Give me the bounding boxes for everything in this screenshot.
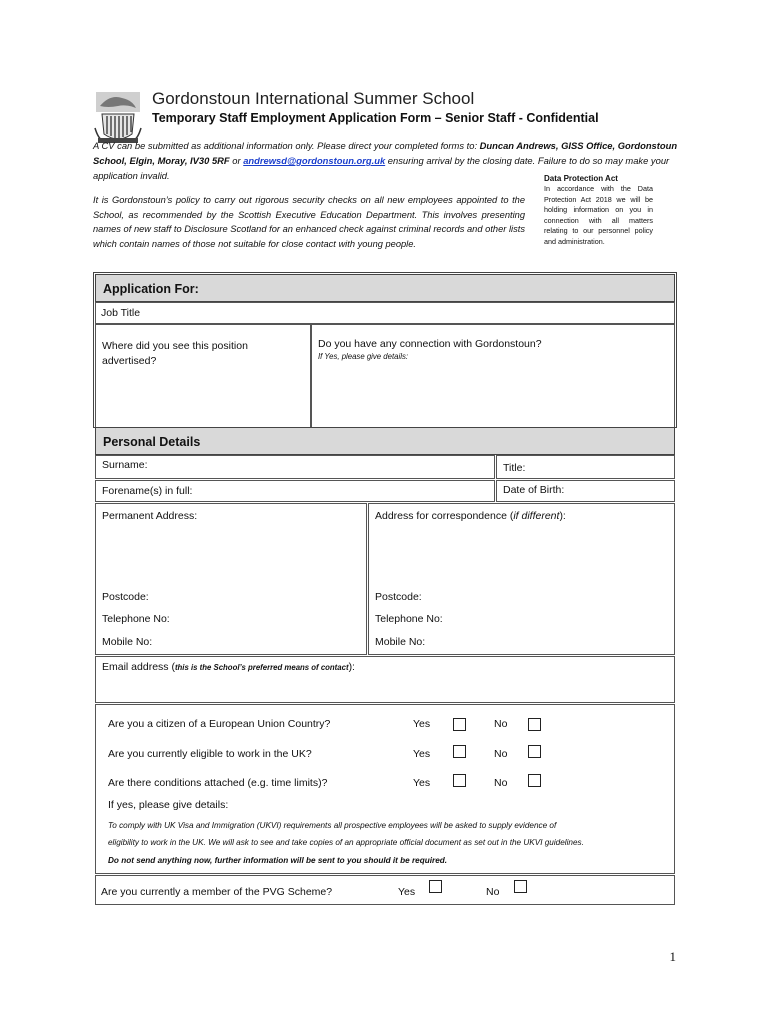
contact-address: Duncan Andrews, GISS Office, Gordonstoun School, Elgin, Moray, IV30 5RF (93, 140, 678, 166)
job-title-field[interactable] (95, 302, 675, 324)
conditions-no-label: No (494, 777, 508, 789)
email-label-b: this is the School’s preferred means of contact (174, 663, 349, 672)
where-seen-label: Where did you see this position advertised? (102, 340, 248, 367)
title-field[interactable] (496, 455, 675, 479)
job-title-label: Job Title (101, 307, 141, 319)
corr-label-a: Address for correspondence ( (375, 510, 514, 522)
correspondence-address-label (375, 510, 566, 522)
work-no-label: No (494, 748, 508, 760)
work-yes-label: Yes (413, 748, 431, 760)
dob-label: Date of Birth: (503, 484, 565, 496)
pvg-no-checkbox[interactable] (514, 880, 527, 893)
pvg-yes-checkbox[interactable] (429, 880, 442, 893)
forenames-label: Forename(s) in full: (102, 485, 193, 497)
personal-details-heading: Personal Details (95, 427, 675, 455)
work-yes-checkbox[interactable] (453, 745, 466, 758)
correspondence-telephone-label: Telephone No: (375, 613, 443, 625)
intro-text-1: A CV can be submitted as additional information only. Please direct your completed forms to: (93, 140, 480, 151)
eu-no-checkbox[interactable] (528, 718, 541, 731)
permanent-address-label: Permanent Address: (102, 510, 198, 522)
permanent-postcode-label: Postcode: (102, 591, 149, 603)
conditions-no-checkbox[interactable] (528, 774, 541, 787)
eu-yes-checkbox[interactable] (453, 718, 466, 731)
email-field[interactable] (95, 656, 675, 703)
forenames-field[interactable] (95, 480, 495, 502)
dob-field[interactable] (496, 480, 675, 502)
pvg-no-label: No (486, 886, 500, 898)
email-label-a: Email address ( (102, 661, 175, 673)
details-label: If yes, please give details: (108, 799, 229, 811)
pvg-yes-label: Yes (398, 886, 416, 898)
conditions-yes-label: Yes (413, 777, 431, 789)
corr-label-b: if different (513, 510, 560, 522)
intro-or: or (229, 155, 244, 166)
surname-label: Surname: (102, 459, 148, 471)
contact-email-link[interactable]: andrewsd@gordonstoun.org.uk (243, 155, 386, 166)
conditions-question: Are there conditions attached (e.g. time limits)? (108, 777, 328, 789)
security-policy-text: It is Gordonstoun’s policy to carry out rigorous security checks on all new employees appointed to the School, as recommended by the Scottish Executive Education Department. This involves presenting names of new staff to Disclosure Scotland for an enhanced check against criminal records and other lists which contain names of those not suitable for close contact with young people. (93, 195, 525, 249)
ukvi-note-line-1: To comply with UK Visa and Immigration (UKVI) requirements all prospective employees will be asked to supply evidence of (108, 821, 557, 830)
conditions-yes-checkbox[interactable] (453, 774, 466, 787)
corr-label-c: ): (559, 510, 566, 522)
where-seen-field[interactable] (95, 324, 311, 428)
correspondence-address-field[interactable] (368, 503, 675, 655)
correspondence-postcode-label: Postcode: (375, 591, 422, 603)
permanent-address-field[interactable] (95, 503, 367, 655)
form-title: Temporary Staff Employment Application Form – Senior Staff - Confidential (152, 111, 599, 125)
pvg-question: Are you currently a member of the PVG Scheme? (101, 886, 333, 898)
data-protection-body: In accordance with the Data Protection Act 2018 we will be holding information on you in connection with all matters relating to our personnel policy and administration. (544, 184, 653, 246)
work-eligible-question: Are you currently eligible to work in the UK? (108, 748, 312, 760)
school-name: Gordonstoun International Summer School (152, 89, 475, 108)
eu-yes-label: Yes (413, 718, 431, 730)
work-no-checkbox[interactable] (528, 745, 541, 758)
application-for-heading: Application For: (95, 274, 675, 302)
data-protection-title: Data Protection Act (544, 174, 618, 183)
title-label: Title: (503, 462, 526, 474)
connection-hint: If Yes, please give details: (318, 352, 409, 361)
connection-field[interactable] (311, 324, 675, 428)
ukvi-note-line-3: Do not send anything now, further information will be sent to you should it be required. (108, 856, 448, 865)
connection-label: Do you have any connection with Gordonstoun? (318, 338, 542, 350)
page-number: 1 (669, 949, 676, 964)
permanent-telephone-label: Telephone No: (102, 613, 170, 625)
ukvi-note-line-2: eligibility to work in the UK. We will ask to see and take copies of an appropriate official document as set out in the UKVI guidelines. (108, 838, 584, 847)
eu-no-label: No (494, 718, 508, 730)
correspondence-mobile-label: Mobile No: (375, 636, 426, 648)
eu-citizen-question: Are you a citizen of a European Union Country? (108, 718, 331, 730)
intro-text-2: ensuring arrival by the closing date. Failure to do so may make your application invalid. (93, 155, 670, 181)
email-label-c: ): (348, 661, 355, 673)
permanent-mobile-label: Mobile No: (102, 636, 153, 648)
surname-field[interactable] (95, 455, 495, 479)
